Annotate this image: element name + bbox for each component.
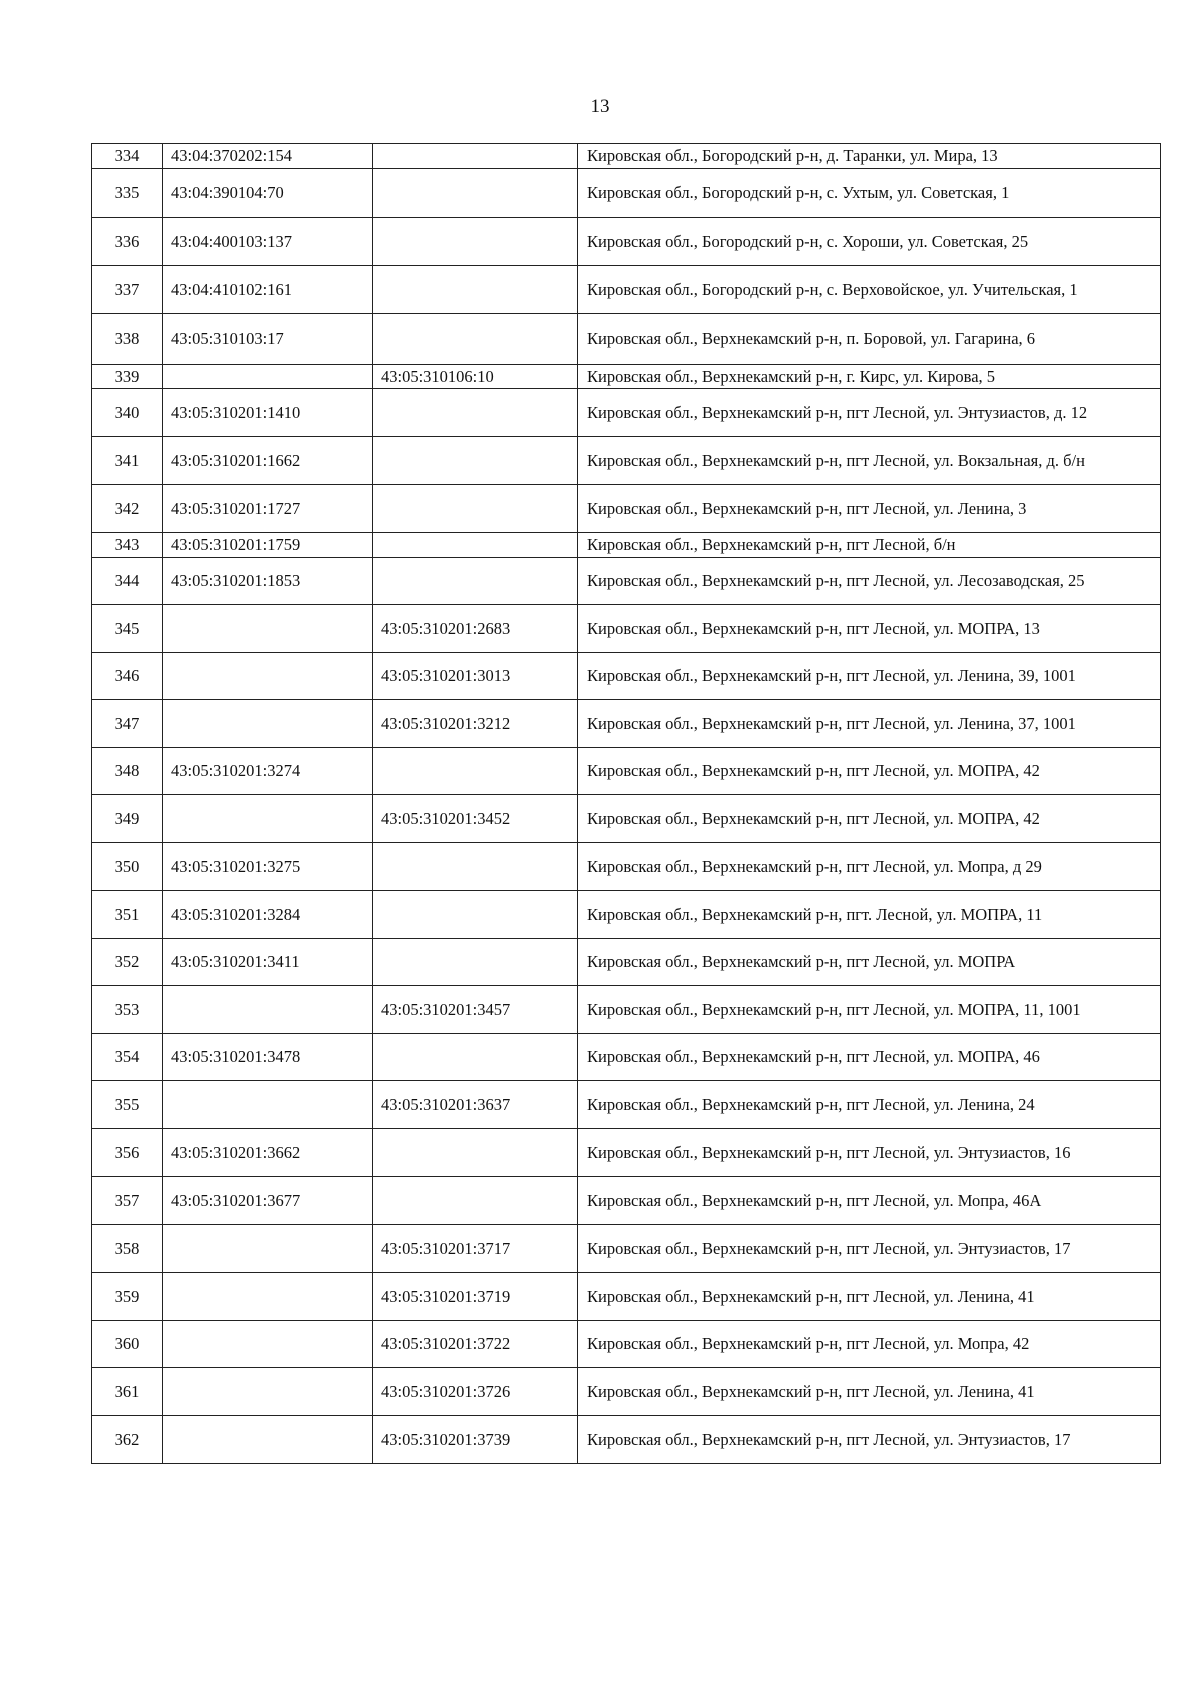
row-number-cell: 334 — [92, 144, 163, 169]
cadastral-number-b-cell: 43:05:310201:3013 — [373, 653, 578, 700]
page-number: 13 — [590, 96, 610, 117]
address-cell: Кировская обл., Верхнекамский р-н, пгт Лесной, ул. МОПРА, 46 — [578, 1034, 1161, 1081]
cadastral-number-a-cell: 43:05:310201:1759 — [163, 533, 373, 558]
table-row — [92, 700, 1161, 748]
row-number-cell: 351 — [92, 891, 163, 939]
table-row — [92, 1034, 1161, 1081]
cadastral-number-b-cell: 43:05:310201:3719 — [373, 1273, 578, 1321]
table-row — [92, 1081, 1161, 1129]
cadastral-number-b-cell — [373, 558, 578, 605]
cadastral-number-a-cell — [163, 1273, 373, 1321]
address-cell: Кировская обл., Верхнекамский р-н, пгт Лесной, ул. Мопра, 42 — [578, 1321, 1161, 1368]
cadastral-number-b-cell: 43:05:310201:2683 — [373, 605, 578, 653]
address-cell: Кировская обл., Богородский р-н, с. Верховойское, ул. Учительская, 1 — [578, 266, 1161, 314]
address-cell: Кировская обл., Верхнекамский р-н, пгт Лесной, ул. Вокзальная, д. б/н — [578, 437, 1161, 485]
cadastral-number-a-cell: 43:05:310201:1662 — [163, 437, 373, 485]
cadastral-number-b-cell — [373, 389, 578, 437]
table-row — [92, 891, 1161, 939]
table-row — [92, 939, 1161, 986]
cadastral-number-a-cell — [163, 1321, 373, 1368]
row-number-cell: 345 — [92, 605, 163, 653]
row-number-cell: 358 — [92, 1225, 163, 1273]
table-row — [92, 1273, 1161, 1321]
row-number-cell: 348 — [92, 748, 163, 795]
cadastral-number-a-cell — [163, 986, 373, 1034]
row-number-cell: 337 — [92, 266, 163, 314]
cadastral-number-b-cell: 43:05:310106:10 — [373, 365, 578, 389]
cadastral-number-b-cell — [373, 1034, 578, 1081]
table-row — [92, 533, 1161, 558]
cadastral-number-b-cell — [373, 748, 578, 795]
cadastral-number-a-cell: 43:05:310103:17 — [163, 314, 373, 365]
table-row — [92, 169, 1161, 218]
row-number-cell: 341 — [92, 437, 163, 485]
row-number-cell: 361 — [92, 1368, 163, 1416]
row-number-cell: 338 — [92, 314, 163, 365]
address-cell: Кировская обл., Верхнекамский р-н, пгт Лесной, ул. Лесозаводская, 25 — [578, 558, 1161, 605]
address-cell: Кировская обл., Верхнекамский р-н, п. Боровой, ул. Гагарина, 6 — [578, 314, 1161, 365]
address-cell: Кировская обл., Верхнекамский р-н, пгт Лесной, ул. Энтузиастов, 17 — [578, 1225, 1161, 1273]
row-number-cell: 359 — [92, 1273, 163, 1321]
address-cell: Кировская обл., Верхнекамский р-н, пгт Лесной, ул. Ленина, 37, 1001 — [578, 700, 1161, 748]
cadastral-number-a-cell — [163, 795, 373, 843]
table-row — [92, 144, 1161, 169]
objects-table-body — [92, 144, 1161, 1464]
table-row — [92, 1129, 1161, 1177]
address-cell: Кировская обл., Верхнекамский р-н, пгт Лесной, б/н — [578, 533, 1161, 558]
cadastral-number-b-cell — [373, 1129, 578, 1177]
row-number-cell: 347 — [92, 700, 163, 748]
address-cell: Кировская обл., Верхнекамский р-н, пгт Лесной, ул. Ленина, 24 — [578, 1081, 1161, 1129]
row-number-cell: 339 — [92, 365, 163, 389]
address-cell: Кировская обл., Верхнекамский р-н, пгт Лесной, ул. Ленина, 41 — [578, 1368, 1161, 1416]
row-number-cell: 343 — [92, 533, 163, 558]
cadastral-number-a-cell — [163, 1368, 373, 1416]
cadastral-number-a-cell: 43:04:400103:137 — [163, 218, 373, 266]
cadastral-number-b-cell: 43:05:310201:3212 — [373, 700, 578, 748]
cadastral-number-b-cell — [373, 437, 578, 485]
row-number-cell: 335 — [92, 169, 163, 218]
cadastral-number-b-cell: 43:05:310201:3457 — [373, 986, 578, 1034]
cadastral-number-b-cell: 43:05:310201:3452 — [373, 795, 578, 843]
address-cell: Кировская обл., Верхнекамский р-н, пгт Лесной, ул. Ленина, 39, 1001 — [578, 653, 1161, 700]
row-number-cell: 342 — [92, 485, 163, 533]
address-cell: Кировская обл., Верхнекамский р-н, г. Кирс, ул. Кирова, 5 — [578, 365, 1161, 389]
cadastral-number-b-cell: 43:05:310201:3637 — [373, 1081, 578, 1129]
cadastral-number-b-cell — [373, 533, 578, 558]
cadastral-number-a-cell — [163, 700, 373, 748]
cadastral-number-b-cell — [373, 843, 578, 891]
objects-table — [91, 143, 1161, 1464]
cadastral-number-a-cell — [163, 1081, 373, 1129]
cadastral-number-a-cell: 43:04:370202:154 — [163, 144, 373, 169]
cadastral-number-b-cell: 43:05:310201:3739 — [373, 1416, 578, 1464]
table-row — [92, 986, 1161, 1034]
address-cell: Кировская обл., Верхнекамский р-н, пгт Лесной, ул. Энтузиастов, 17 — [578, 1416, 1161, 1464]
cadastral-number-b-cell — [373, 314, 578, 365]
cadastral-number-b-cell — [373, 144, 578, 169]
table-row — [92, 266, 1161, 314]
cadastral-number-a-cell: 43:05:310201:1410 — [163, 389, 373, 437]
table-row — [92, 365, 1161, 389]
address-cell: Кировская обл., Верхнекамский р-н, пгт Лесной, ул. Мопра, д 29 — [578, 843, 1161, 891]
row-number-cell: 360 — [92, 1321, 163, 1368]
address-cell: Кировская обл., Верхнекамский р-н, пгт Лесной, ул. МОПРА — [578, 939, 1161, 986]
table-row — [92, 653, 1161, 700]
cadastral-number-a-cell: 43:05:310201:3478 — [163, 1034, 373, 1081]
row-number-cell: 354 — [92, 1034, 163, 1081]
row-number-cell: 353 — [92, 986, 163, 1034]
address-cell: Кировская обл., Верхнекамский р-н, пгт Лесной, ул. Мопра, 46А — [578, 1177, 1161, 1225]
cadastral-number-a-cell: 43:05:310201:1853 — [163, 558, 373, 605]
address-cell: Кировская обл., Верхнекамский р-н, пгт Лесной, ул. МОПРА, 42 — [578, 748, 1161, 795]
cadastral-number-a-cell — [163, 1416, 373, 1464]
row-number-cell: 344 — [92, 558, 163, 605]
address-cell: Кировская обл., Верхнекамский р-н, пгт. Лесной, ул. МОПРА, 11 — [578, 891, 1161, 939]
table-row — [92, 558, 1161, 605]
address-cell: Кировская обл., Богородский р-н, д. Таранки, ул. Мира, 13 — [578, 144, 1161, 169]
address-cell: Кировская обл., Богородский р-н, с. Хороши, ул. Советская, 25 — [578, 218, 1161, 266]
table-row — [92, 314, 1161, 365]
address-cell: Кировская обл., Верхнекамский р-н, пгт Лесной, ул. МОПРА, 11, 1001 — [578, 986, 1161, 1034]
row-number-cell: 350 — [92, 843, 163, 891]
row-number-cell: 349 — [92, 795, 163, 843]
address-cell: Кировская обл., Верхнекамский р-н, пгт Лесной, ул. Энтузиастов, д. 12 — [578, 389, 1161, 437]
address-cell: Кировская обл., Богородский р-н, с. Ухтым, ул. Советская, 1 — [578, 169, 1161, 218]
address-cell: Кировская обл., Верхнекамский р-н, пгт Лесной, ул. Ленина, 41 — [578, 1273, 1161, 1321]
cadastral-number-b-cell — [373, 218, 578, 266]
address-cell: Кировская обл., Верхнекамский р-н, пгт Лесной, ул. Ленина, 3 — [578, 485, 1161, 533]
table-row — [92, 1225, 1161, 1273]
table-row — [92, 1177, 1161, 1225]
cadastral-number-b-cell — [373, 939, 578, 986]
cadastral-number-a-cell — [163, 605, 373, 653]
table-row — [92, 1368, 1161, 1416]
cadastral-number-b-cell: 43:05:310201:3726 — [373, 1368, 578, 1416]
cadastral-number-a-cell: 43:05:310201:3284 — [163, 891, 373, 939]
cadastral-number-b-cell — [373, 485, 578, 533]
row-number-cell: 352 — [92, 939, 163, 986]
table-row — [92, 1321, 1161, 1368]
address-cell: Кировская обл., Верхнекамский р-н, пгт Лесной, ул. Энтузиастов, 16 — [578, 1129, 1161, 1177]
row-number-cell: 362 — [92, 1416, 163, 1464]
table-row — [92, 485, 1161, 533]
table-row — [92, 437, 1161, 485]
cadastral-number-b-cell — [373, 169, 578, 218]
row-number-cell: 336 — [92, 218, 163, 266]
cadastral-number-a-cell: 43:05:310201:3275 — [163, 843, 373, 891]
table-row — [92, 748, 1161, 795]
table-row — [92, 1416, 1161, 1464]
row-number-cell: 340 — [92, 389, 163, 437]
cadastral-number-a-cell: 43:04:410102:161 — [163, 266, 373, 314]
row-number-cell: 357 — [92, 1177, 163, 1225]
cadastral-number-a-cell: 43:04:390104:70 — [163, 169, 373, 218]
address-cell: Кировская обл., Верхнекамский р-н, пгт Лесной, ул. МОПРА, 42 — [578, 795, 1161, 843]
table-row — [92, 389, 1161, 437]
cadastral-number-a-cell — [163, 653, 373, 700]
cadastral-number-a-cell: 43:05:310201:1727 — [163, 485, 373, 533]
cadastral-number-a-cell — [163, 365, 373, 389]
cadastral-number-a-cell: 43:05:310201:3662 — [163, 1129, 373, 1177]
cadastral-number-a-cell — [163, 1225, 373, 1273]
address-cell: Кировская обл., Верхнекамский р-н, пгт Лесной, ул. МОПРА, 13 — [578, 605, 1161, 653]
cadastral-number-b-cell: 43:05:310201:3722 — [373, 1321, 578, 1368]
row-number-cell: 356 — [92, 1129, 163, 1177]
cadastral-number-b-cell: 43:05:310201:3717 — [373, 1225, 578, 1273]
table-row — [92, 605, 1161, 653]
cadastral-number-b-cell — [373, 266, 578, 314]
cadastral-number-a-cell: 43:05:310201:3411 — [163, 939, 373, 986]
cadastral-number-b-cell — [373, 1177, 578, 1225]
row-number-cell: 355 — [92, 1081, 163, 1129]
cadastral-number-b-cell — [373, 891, 578, 939]
table-row — [92, 218, 1161, 266]
table-row — [92, 795, 1161, 843]
cadastral-number-a-cell: 43:05:310201:3677 — [163, 1177, 373, 1225]
cadastral-number-a-cell: 43:05:310201:3274 — [163, 748, 373, 795]
table-row — [92, 843, 1161, 891]
row-number-cell: 346 — [92, 653, 163, 700]
